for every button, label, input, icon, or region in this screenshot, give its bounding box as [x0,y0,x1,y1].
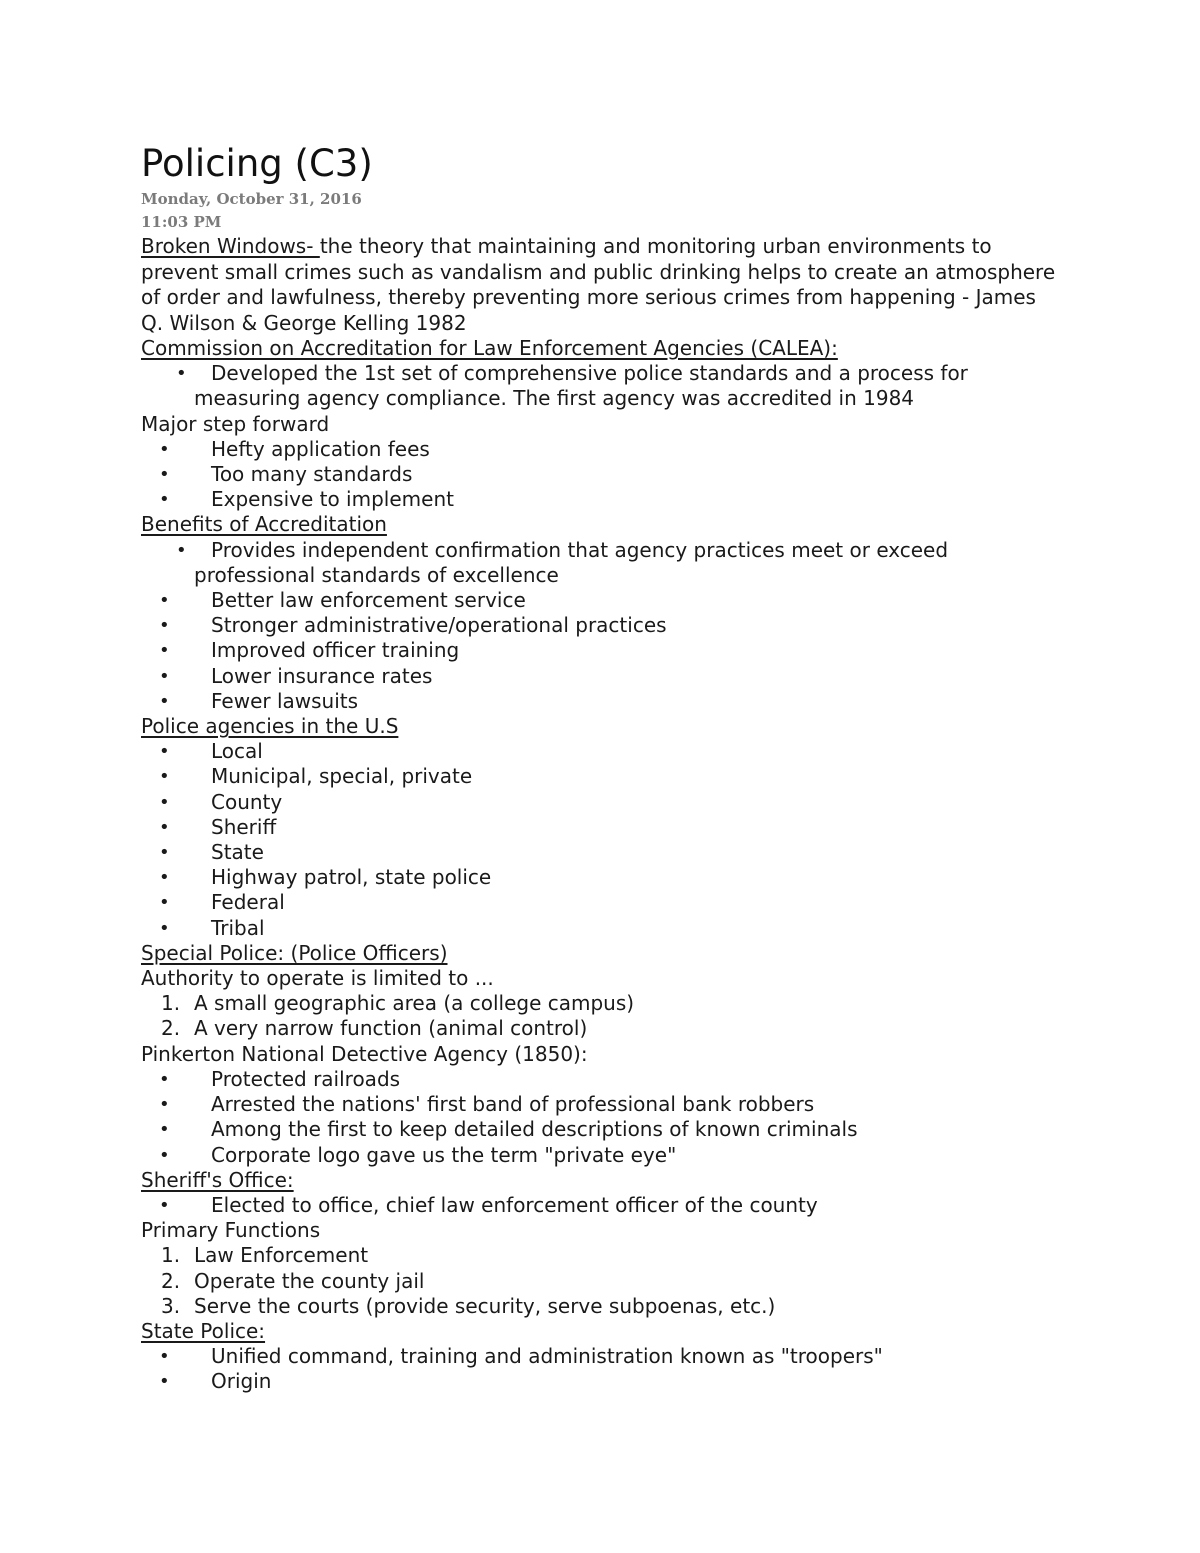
list-item: • Arrested the nations' first band of professional bank robbers [159,1092,815,1117]
bullet-icon: • [159,741,170,763]
list-item: • Local [159,739,263,764]
bullet-icon: • [159,1346,170,1368]
bullet-icon: • [159,438,170,460]
list-item: • Provides independent confirmation that agency practices meet or exceed professional standards of excellence [141,538,1061,588]
list-item: • Federal [159,890,285,915]
list-item: • Too many standards [159,462,413,487]
bullet-icon: • [159,892,170,914]
note-content [141,140,1061,1395]
numbered-item: 1. Law Enforcement [161,1243,369,1268]
list-item: • Stronger administrative/operational practices [159,613,667,638]
bullet-icon: • [159,791,170,813]
bullet-icon: • [159,816,170,838]
list-item: • Developed the 1st set of comprehensive police standards and a process for measuring agency compliance. The first agency was accredited in 1984 [141,361,1061,411]
primary-functions-heading: Primary Functions [141,1218,321,1243]
list-item: • Corporate logo gave us the term "private eye" [159,1142,677,1167]
bullet-icon: • [159,917,170,939]
numbered-item: 2. Operate the county jail [161,1268,425,1293]
numbered-item: 1. A small geographic area (a college campus) [161,991,635,1016]
bullet-icon: • [159,464,170,486]
special-police-heading: Special Police: (Police Officers) [141,940,448,965]
bullet-icon: • [159,1094,170,1116]
pinkerton-heading: Pinkerton National Detective Agency (1850): [141,1041,588,1066]
bullet-icon: • [159,640,170,662]
special-police-intro: Authority to operate is limited to ... [141,966,494,991]
bullet-icon: • [159,1371,170,1393]
list-item: • Fewer lawsuits [159,688,359,713]
broken-windows-term: Broken Windows- [141,234,320,258]
major-step-heading: Major step forward [141,411,330,436]
bullet-icon: • [159,1144,170,1166]
list-item: • Better law enforcement service [159,588,526,613]
calea-heading: Commission on Accreditation for Law Enforcement Agencies (CALEA): [141,336,838,360]
list-item: • Elected to office, chief law enforcement officer of the county [159,1192,818,1217]
list-item: • Among the first to keep detailed descriptions of known criminals [159,1117,858,1142]
list-item: • Municipal, special, private [159,764,473,789]
list-item: • Expensive to implement [159,487,454,512]
state-police-heading: State Police: [141,1318,266,1343]
bullet-icon: • [159,1194,170,1216]
list-item: • Lower insurance rates [159,663,433,688]
agencies-heading: Police agencies in the U.S [141,714,399,739]
broken-windows-definition: the theory that maintaining and monitoring urban environments to prevent small crimes such as vandalism and public drinking helps to create an atmosphere of order and lawfulness, thereby preventing more serious crimes from happening - James Q. Wilson & George Kelling 1982 [141,234,1056,335]
bullet-icon: • [159,842,170,864]
bullet-icon: • [159,615,170,637]
list-item: • State [159,840,264,865]
list-item: • Sheriff [159,814,277,839]
sheriff-heading: Sheriff's Office: [141,1167,294,1192]
list-item: • Unified command, training and administration known as "troopers" [159,1344,883,1369]
numbered-item: 2. A very narrow function (animal control) [161,1016,588,1041]
bullet-icon: • [176,539,187,561]
list-item: • Hefty application fees [159,436,430,461]
bullet-icon: • [159,867,170,889]
bullet-icon: • [159,1119,170,1141]
list-item: • Tribal [159,915,265,940]
note-time: 11:03 PM [141,213,222,231]
benefits-heading: Benefits of Accreditation [141,512,387,537]
list-item: • Highway patrol, state police [159,865,492,890]
bullet-icon: • [159,665,170,687]
bullet-icon: • [176,363,187,385]
numbered-item: 3. Serve the courts (provide security, serve subpoenas, etc.) [161,1293,776,1318]
bullet-icon: • [159,1068,170,1090]
list-item: • Origin [159,1369,272,1394]
broken-windows-paragraph [141,234,1061,336]
bullet-icon: • [159,766,170,788]
bullet-icon: • [159,690,170,712]
list-item: • Improved officer training [159,638,460,663]
page-title: Policing (C3) [141,142,373,185]
bullet-icon: • [159,590,170,612]
note-date: Monday, October 31, 2016 [141,190,362,208]
list-item: • County [159,789,283,814]
list-item: • Protected railroads [159,1066,401,1091]
bullet-icon: • [159,489,170,511]
